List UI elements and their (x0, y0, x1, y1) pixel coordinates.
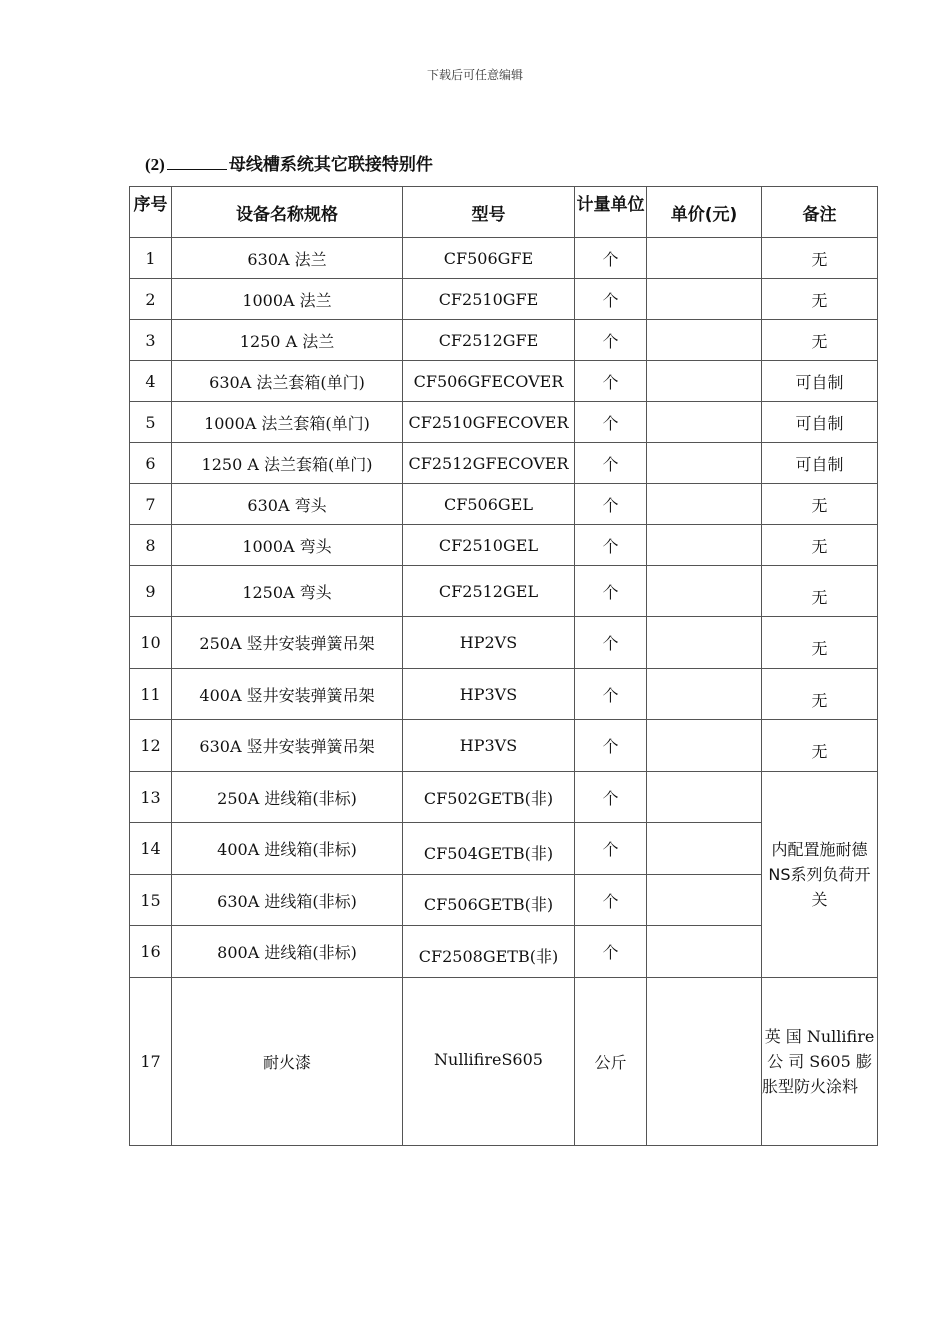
cell-remarks: 无 (762, 279, 878, 320)
cell-unit: 个 (575, 669, 647, 720)
cell-model: CF2510GEL (403, 525, 575, 566)
cell-remarks: 无 (762, 720, 878, 772)
table-row (130, 238, 878, 279)
cell-model: CF506GETB(非) (403, 875, 575, 926)
cell-unit: 个 (575, 525, 647, 566)
section-title-text: 母线槽系统其它联接特别件 (228, 155, 433, 175)
table-row (130, 320, 878, 361)
cell-unit: 个 (575, 484, 647, 525)
cell-index: 2 (130, 279, 172, 320)
cell-remarks: 无 (762, 566, 878, 617)
cell-unit: 个 (575, 875, 647, 926)
cell-index: 13 (130, 772, 172, 823)
cell-name: 1250 A 法兰 (172, 320, 403, 361)
col-header-remarks: 备注 (762, 187, 878, 238)
section-number: (2) (145, 155, 165, 174)
cell-price (647, 279, 762, 320)
cell-remarks-merged: 内配置施耐德NS系列负荷开关 (762, 772, 878, 978)
cell-remarks: 英 国 Nullifire 公 司 S605 膨胀型防火涂料 (762, 978, 878, 1146)
page-header-note: 下载后可任意编辑 (426, 68, 523, 82)
cell-unit: 个 (575, 772, 647, 823)
col-header-index: 序号 (130, 187, 172, 238)
cell-model: CF502GETB(非) (403, 772, 575, 823)
cell-unit: 个 (575, 361, 647, 402)
cell-remarks: 无 (762, 669, 878, 720)
cell-index: 6 (130, 443, 172, 484)
cell-model: CF2510GFE (403, 279, 575, 320)
cell-index: 16 (130, 926, 172, 978)
cell-price (647, 361, 762, 402)
cell-price (647, 484, 762, 525)
cell-remarks: 无 (762, 320, 878, 361)
cell-index: 15 (130, 875, 172, 926)
cell-name: 630A 法兰 (172, 238, 403, 279)
cell-remarks: 无 (762, 525, 878, 566)
cell-index: 12 (130, 720, 172, 772)
cell-index: 10 (130, 617, 172, 669)
cell-index: 8 (130, 525, 172, 566)
cell-model: CF506GFE (403, 238, 575, 279)
cell-name: 400A 进线箱(非标) (172, 823, 403, 875)
cell-unit: 个 (575, 823, 647, 875)
cell-price (647, 617, 762, 669)
cell-price (647, 320, 762, 361)
cell-remarks: 无 (762, 484, 878, 525)
cell-unit: 个 (575, 566, 647, 617)
cell-remarks: 可自制 (762, 361, 878, 402)
cell-index: 7 (130, 484, 172, 525)
table-row (130, 484, 878, 525)
cell-name: 630A 进线箱(非标) (172, 875, 403, 926)
cell-model: CF506GFECOVER (403, 361, 575, 402)
cell-model: CF2508GETB(非) (403, 926, 575, 978)
table-row (130, 279, 878, 320)
cell-name: 400A 竖井安装弹簧吊架 (172, 669, 403, 720)
col-header-unit: 计量单位 (575, 187, 647, 238)
cell-unit: 个 (575, 617, 647, 669)
cell-name: 630A 法兰套箱(单门) (172, 361, 403, 402)
cell-unit: 个 (575, 443, 647, 484)
cell-index: 3 (130, 320, 172, 361)
cell-price (647, 525, 762, 566)
cell-unit: 个 (575, 720, 647, 772)
cell-price (647, 238, 762, 279)
cell-price (647, 720, 762, 772)
cell-index: 11 (130, 669, 172, 720)
cell-price (647, 402, 762, 443)
cell-remarks: 可自制 (762, 443, 878, 484)
col-header-price: 单价(元) (647, 187, 762, 238)
table-row (130, 443, 878, 484)
cell-name: 耐火漆 (172, 978, 403, 1146)
table-row (130, 402, 878, 443)
fittings-table (129, 186, 878, 1146)
cell-name: 1000A 弯头 (172, 525, 403, 566)
cell-model: CF504GETB(非) (403, 823, 575, 875)
table-row (130, 669, 878, 720)
cell-name: 800A 进线箱(非标) (172, 926, 403, 978)
cell-price (647, 443, 762, 484)
col-header-model: 型号 (403, 187, 575, 238)
cell-unit: 个 (575, 279, 647, 320)
cell-price (647, 669, 762, 720)
table-row (130, 772, 878, 823)
title-underline-blank (167, 155, 227, 170)
cell-model: CF2512GEL (403, 566, 575, 617)
cell-index: 14 (130, 823, 172, 875)
table-header-row (130, 187, 878, 238)
cell-name: 1000A 法兰套箱(单门) (172, 402, 403, 443)
table-row (130, 361, 878, 402)
cell-name: 1250A 弯头 (172, 566, 403, 617)
cell-model: CF2512GFE (403, 320, 575, 361)
table-row (130, 525, 878, 566)
table-row (130, 566, 878, 617)
table-row (130, 617, 878, 669)
cell-model: HP3VS (403, 720, 575, 772)
cell-remarks: 无 (762, 617, 878, 669)
cell-price (647, 875, 762, 926)
cell-name: 1250 A 法兰套箱(单门) (172, 443, 403, 484)
cell-model: CF2512GFECOVER (403, 443, 575, 484)
cell-name: 1000A 法兰 (172, 279, 403, 320)
cell-unit: 个 (575, 238, 647, 279)
cell-price (647, 978, 762, 1146)
cell-unit: 个 (575, 320, 647, 361)
table-row (130, 978, 878, 1146)
cell-model: NullifireS605 (403, 978, 575, 1146)
col-header-name: 设备名称规格 (172, 187, 403, 238)
section-title (145, 150, 433, 175)
cell-index: 5 (130, 402, 172, 443)
cell-model: CF506GEL (403, 484, 575, 525)
cell-unit: 个 (575, 402, 647, 443)
cell-index: 17 (130, 978, 172, 1146)
table-row (130, 720, 878, 772)
cell-name: 630A 弯头 (172, 484, 403, 525)
cell-remarks: 无 (762, 238, 878, 279)
cell-model: CF2510GFECOVER (403, 402, 575, 443)
cell-price (647, 823, 762, 875)
cell-name: 250A 竖井安装弹簧吊架 (172, 617, 403, 669)
cell-price (647, 772, 762, 823)
cell-price (647, 926, 762, 978)
cell-name: 250A 进线箱(非标) (172, 772, 403, 823)
cell-model: HP3VS (403, 669, 575, 720)
cell-index: 9 (130, 566, 172, 617)
cell-unit: 个 (575, 926, 647, 978)
cell-index: 4 (130, 361, 172, 402)
cell-name: 630A 竖井安装弹簧吊架 (172, 720, 403, 772)
cell-unit: 公斤 (575, 978, 647, 1146)
cell-remarks: 可自制 (762, 402, 878, 443)
cell-model: HP2VS (403, 617, 575, 669)
cell-index: 1 (130, 238, 172, 279)
cell-price (647, 566, 762, 617)
